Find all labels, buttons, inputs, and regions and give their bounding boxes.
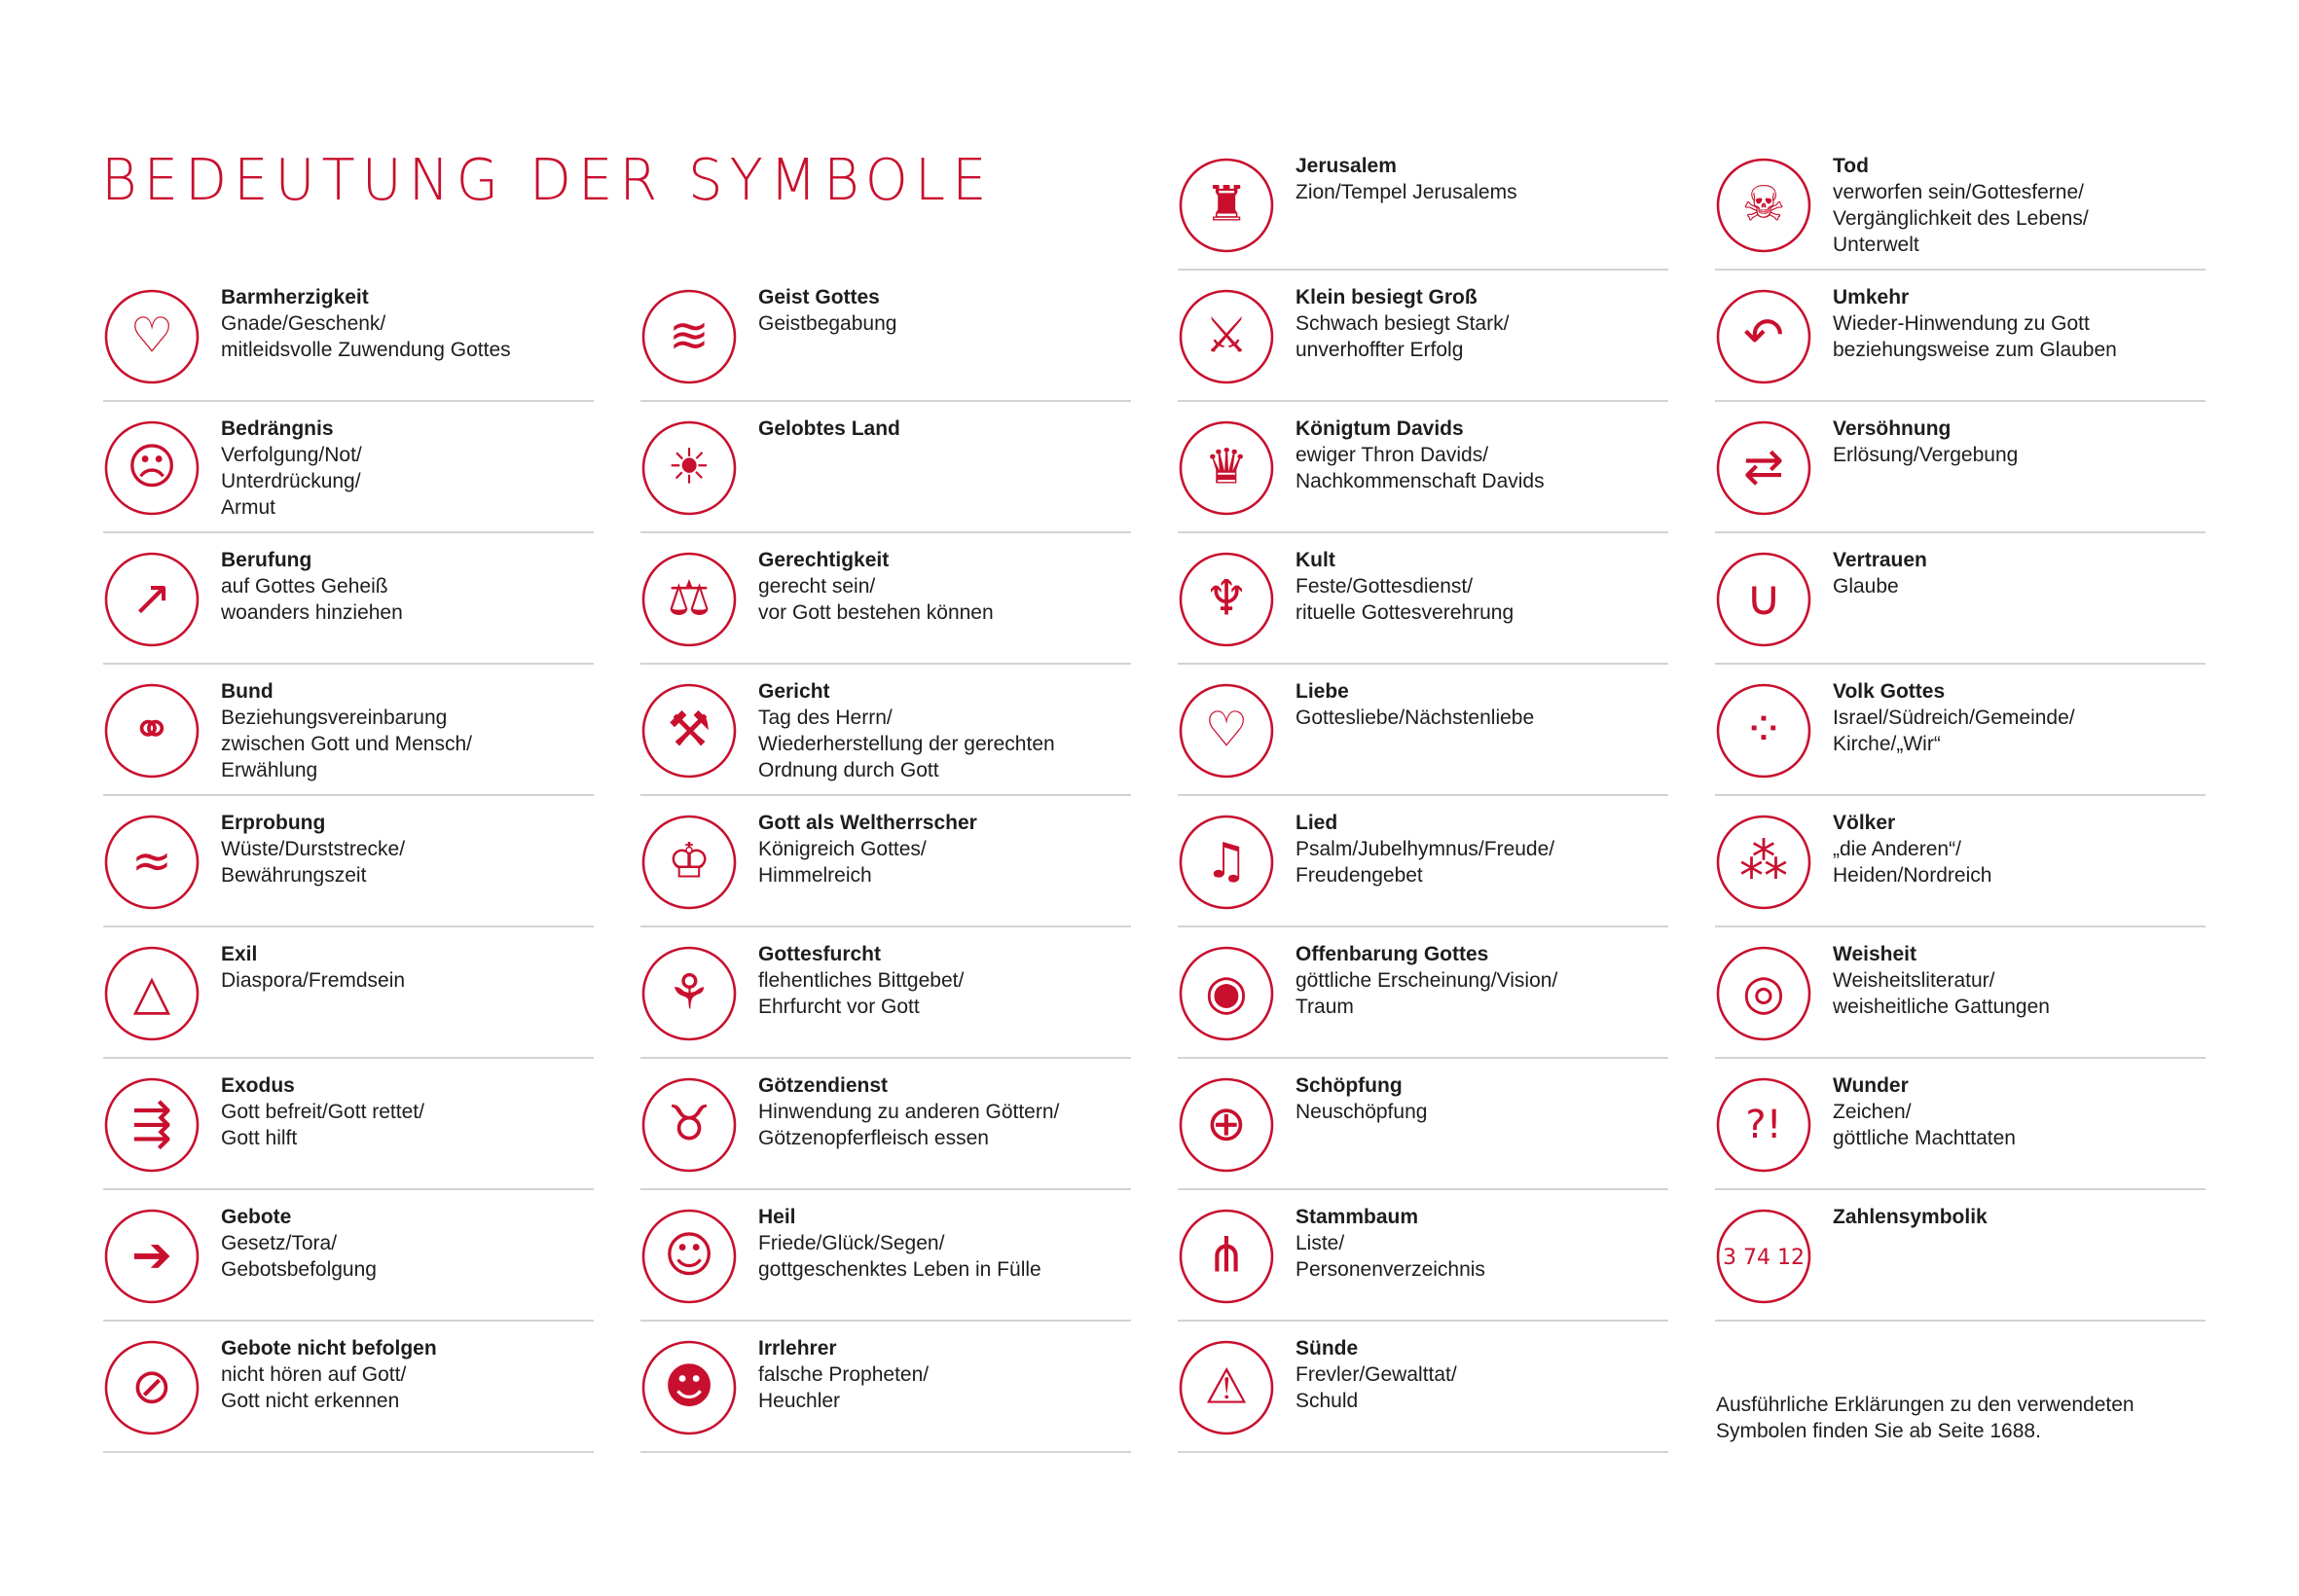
symbol-meaning: weisheitliche Gattungen xyxy=(1833,996,2050,1018)
symbol-entry xyxy=(103,796,594,927)
blessed-person-icon xyxy=(640,1208,738,1305)
symbol-entry xyxy=(1178,271,1668,402)
gavel-icon xyxy=(640,682,738,780)
svg-text:?!: ?! xyxy=(1745,1103,1782,1147)
symbol-meaning: Erwählung xyxy=(221,759,318,781)
open-hands-icon xyxy=(1715,551,1812,648)
svg-text:◉: ◉ xyxy=(1205,963,1248,1021)
hand-globe-icon xyxy=(1178,1076,1275,1174)
symbol-meaning: Wiederherstellung der gerechten xyxy=(758,733,1055,755)
symbol-meaning: göttliche Erscheinung/Vision/ xyxy=(1295,969,1558,992)
crying-face-icon xyxy=(103,419,201,517)
symbol-meaning: gerecht sein/ xyxy=(758,575,876,598)
symbol-entry xyxy=(1178,796,1668,927)
symbol-name: Geist Gottes xyxy=(758,286,880,308)
svg-text:☹: ☹ xyxy=(126,438,178,495)
symbol-entry xyxy=(1178,1190,1668,1322)
symbol-entry xyxy=(640,1190,1131,1322)
symbol-entry xyxy=(103,1190,594,1322)
slingshot-icon xyxy=(1178,288,1275,385)
symbol-entry xyxy=(103,1322,594,1453)
svg-text:⚖: ⚖ xyxy=(667,569,712,627)
broken-chains-icon xyxy=(103,1076,201,1174)
svg-text:∪: ∪ xyxy=(1745,569,1782,627)
handshake-heart-icon xyxy=(103,682,201,780)
symbol-name: Gebote nicht befolgen xyxy=(221,1337,437,1360)
svg-text:≋: ≋ xyxy=(669,307,710,364)
symbol-meaning: „die Anderen“/ xyxy=(1833,838,1961,860)
symbol-name: Stammbaum xyxy=(1295,1206,1419,1228)
symbol-name: Bund xyxy=(221,680,274,703)
walking-person-icon xyxy=(103,551,201,648)
symbol-meaning: Königreich Gottes/ xyxy=(758,838,927,860)
symbol-meaning: flehentliches Bittgebet/ xyxy=(758,969,965,992)
symbol-meaning: Gesetz/Tora/ xyxy=(221,1232,338,1254)
camel-desert-icon xyxy=(103,814,201,911)
symbol-meaning: vor Gott bestehen können xyxy=(758,601,994,624)
symbol-meaning: Ehrfurcht vor Gott xyxy=(758,996,920,1018)
symbol-name: Völker xyxy=(1833,812,1896,834)
svg-text:⚠: ⚠ xyxy=(1204,1358,1249,1415)
symbol-meaning: Himmelreich xyxy=(758,864,872,887)
symbol-meaning: Vergänglichkeit des Lebens/ xyxy=(1833,207,2089,230)
symbol-name: Tod xyxy=(1833,155,1869,177)
symbol-entry xyxy=(640,1059,1131,1190)
symbol-entry xyxy=(1178,1322,1668,1453)
people-groups-icon xyxy=(1715,814,1812,911)
svg-text:➔: ➔ xyxy=(131,1226,172,1284)
u-turn-arrow-icon xyxy=(1715,288,1812,385)
symbol-meaning: Neuschöpfung xyxy=(1295,1101,1428,1123)
symbol-name: Wunder xyxy=(1833,1074,1909,1097)
bull-head-icon xyxy=(640,1076,738,1174)
symbol-name: Exil xyxy=(221,943,258,965)
signpost-icon xyxy=(103,1208,201,1305)
symbol-meaning: Feste/Gottesdienst/ xyxy=(1295,575,1474,598)
svg-text:♜: ♜ xyxy=(1204,175,1249,233)
symbol-meaning: Psalm/Jubelhymnus/Freude/ xyxy=(1295,838,1555,860)
symbol-meaning: Gnade/Geschenk/ xyxy=(221,312,386,335)
symbol-meaning: Verfolgung/Not/ xyxy=(221,444,362,466)
symbol-name: Gelobtes Land xyxy=(758,417,900,440)
symbol-name: Sünde xyxy=(1295,1337,1359,1360)
svg-text:♡: ♡ xyxy=(129,307,174,364)
svg-text:☺: ☺ xyxy=(663,1226,715,1284)
symbol-meaning: Geistbegabung xyxy=(758,312,897,335)
crown-throne-icon xyxy=(1178,419,1275,517)
symbol-meaning: woanders hinziehen xyxy=(221,601,403,624)
symbol-name: Klein besiegt Groß xyxy=(1295,286,1478,308)
symbol-column xyxy=(103,271,594,1453)
symbol-meaning: Glaube xyxy=(1833,575,1899,598)
symbol-entry xyxy=(1715,402,2206,533)
symbol-meaning: Gebotsbefolgung xyxy=(221,1258,377,1281)
symbol-name: Zahlensymbolik xyxy=(1833,1206,1988,1228)
symbol-meaning: Unterdrückung/ xyxy=(221,470,361,492)
symbol-entry xyxy=(640,402,1131,533)
skull-icon xyxy=(1715,157,1812,254)
svg-text:≈: ≈ xyxy=(131,832,172,889)
music-note-icon xyxy=(1178,814,1275,911)
page-title: BEDEUTUNG DER SYMBOLE xyxy=(101,147,994,214)
symbol-name: Heil xyxy=(758,1206,796,1228)
symbol-name: Königtum Davids xyxy=(1295,417,1464,440)
svg-text:♆: ♆ xyxy=(1204,569,1249,627)
symbol-name: Götzendienst xyxy=(758,1074,889,1097)
symbol-entry xyxy=(640,665,1131,796)
symbol-column xyxy=(1178,139,1668,1453)
symbol-entry xyxy=(103,533,594,665)
symbol-name: Offenbarung Gottes xyxy=(1295,943,1489,965)
symbol-meaning: Traum xyxy=(1295,996,1354,1018)
svg-text:☻: ☻ xyxy=(663,1358,715,1415)
family-tree-icon xyxy=(1178,1208,1275,1305)
owl-icon xyxy=(1715,945,1812,1042)
symbol-meaning: Frevler/Gewalttat/ xyxy=(1295,1363,1457,1386)
symbol-entry xyxy=(1178,533,1668,665)
temple-icon xyxy=(1178,157,1275,254)
symbol-entry xyxy=(1715,533,2206,665)
svg-text:♔: ♔ xyxy=(667,832,712,889)
symbol-meaning: Freudengebet xyxy=(1295,864,1423,887)
svg-text:♉: ♉ xyxy=(667,1095,712,1152)
svg-text:♡: ♡ xyxy=(1204,701,1249,758)
symbol-entry xyxy=(103,402,594,533)
symbol-meaning: beziehungsweise zum Glauben xyxy=(1833,339,2117,361)
symbol-meaning: zwischen Gott und Mensch/ xyxy=(221,733,472,755)
symbol-meaning: Schuld xyxy=(1295,1390,1359,1412)
symbol-name: Irrlehrer xyxy=(758,1337,837,1360)
symbol-name: Lied xyxy=(1295,812,1338,834)
symbol-entry xyxy=(1715,271,2206,402)
symbol-name: Gerechtigkeit xyxy=(758,549,890,571)
symbol-meaning: rituelle Gottesverehrung xyxy=(1295,601,1514,624)
symbol-meaning: Israel/Südreich/Gemeinde/ xyxy=(1833,707,2075,729)
kneeling-person-icon xyxy=(640,945,738,1042)
symbol-entry xyxy=(103,665,594,796)
symbol-entry xyxy=(1178,927,1668,1059)
symbol-entry xyxy=(1715,927,2206,1059)
symbol-meaning: göttliche Machttaten xyxy=(1833,1127,2016,1149)
svg-text:⊘: ⊘ xyxy=(131,1358,172,1415)
person-tent-icon xyxy=(103,945,201,1042)
symbol-column xyxy=(1715,139,2206,1322)
symbol-meaning: verworfen sein/Gottesferne/ xyxy=(1833,181,2084,203)
symbol-name: Berufung xyxy=(221,549,312,571)
symbol-entry xyxy=(103,1059,594,1190)
symbol-entry xyxy=(1715,665,2206,796)
circle-of-people-icon xyxy=(1715,682,1812,780)
symbol-meaning: Zion/Tempel Jerusalems xyxy=(1295,181,1517,203)
heart-icon xyxy=(1178,682,1275,780)
hands-heart-icon xyxy=(103,288,201,385)
svg-text:↶: ↶ xyxy=(1743,307,1784,364)
symbol-name: Jerusalem xyxy=(1295,155,1397,177)
symbol-name: Gottesfurcht xyxy=(758,943,881,965)
svg-text:⁂: ⁂ xyxy=(1739,832,1788,889)
question-exclamation-icon xyxy=(1715,1076,1812,1174)
symbol-meaning: Wieder-Hinwendung zu Gott xyxy=(1833,312,2090,335)
fleeing-person-icon xyxy=(1178,1339,1275,1436)
symbol-name: Gericht xyxy=(758,680,830,703)
symbol-name: Volk Gottes xyxy=(1833,680,1946,703)
symbol-meaning: Tag des Herrn/ xyxy=(758,707,893,729)
svg-text:⁘: ⁘ xyxy=(1743,701,1784,758)
symbol-meaning: Heuchler xyxy=(758,1390,841,1412)
svg-text:⚒: ⚒ xyxy=(667,701,712,758)
symbol-entry xyxy=(640,533,1131,665)
symbol-name: Bedrängnis xyxy=(221,417,334,440)
svg-text:↗: ↗ xyxy=(131,569,172,627)
svg-text:⇄: ⇄ xyxy=(1743,438,1784,495)
footnote-line: Ausführliche Erklärungen zu den verwendeten xyxy=(1716,1394,2135,1416)
wind-spirit-icon xyxy=(640,288,738,385)
crossed-ear-icon xyxy=(103,1339,201,1436)
symbol-entry xyxy=(1178,402,1668,533)
svg-text:☀: ☀ xyxy=(667,438,712,495)
symbol-name: Umkehr xyxy=(1833,286,1910,308)
tree-sun-landscape-icon xyxy=(640,419,738,517)
symbol-entry xyxy=(1715,796,2206,927)
symbol-name: Weisheit xyxy=(1833,943,1916,965)
symbol-name: Erprobung xyxy=(221,812,326,834)
symbol-entry xyxy=(1178,1059,1668,1190)
symbol-meaning: Beziehungsvereinbarung xyxy=(221,707,448,729)
symbol-entry xyxy=(640,1322,1131,1453)
symbol-name: Vertrauen xyxy=(1833,549,1927,571)
symbol-entry xyxy=(1715,1059,2206,1190)
footnote-line: Symbolen finden Sie ab Seite 1688. xyxy=(1716,1420,2041,1442)
svg-text:⚔: ⚔ xyxy=(1204,307,1249,364)
symbol-meaning: nicht hören auf Gott/ xyxy=(221,1363,407,1386)
symbol-meaning: Gott befreit/Gott rettet/ xyxy=(221,1101,424,1123)
symbol-meaning: Heiden/Nordreich xyxy=(1833,864,1992,887)
symbol-meaning: Personenverzeichnis xyxy=(1295,1258,1485,1281)
symbol-meaning: Gottesliebe/Nächstenliebe xyxy=(1295,707,1535,729)
eye-icon xyxy=(1178,945,1275,1042)
symbol-name: Versöhnung xyxy=(1833,417,1952,440)
symbol-meaning: Kirche/„Wir“ xyxy=(1833,733,1941,755)
symbol-meaning: ewiger Thron Davids/ xyxy=(1295,444,1489,466)
symbol-meaning: Unterwelt xyxy=(1833,234,1919,256)
symbol-meaning: Götzenopferfleisch essen xyxy=(758,1127,989,1149)
symbol-meaning: Gott nicht erkennen xyxy=(221,1390,400,1412)
symbol-meaning: Diaspora/Fremdsein xyxy=(221,969,406,992)
symbol-name: Exodus xyxy=(221,1074,295,1097)
footnote xyxy=(1716,1392,2135,1444)
svg-text:♫: ♫ xyxy=(1204,832,1249,889)
symbol-entry xyxy=(1178,139,1668,271)
svg-text:⚘: ⚘ xyxy=(667,963,712,1021)
symbol-name: Schöpfung xyxy=(1295,1074,1403,1097)
symbol-entry xyxy=(1715,1190,2206,1322)
symbol-entry xyxy=(103,927,594,1059)
symbol-meaning: Nachkommenschaft Davids xyxy=(1295,470,1545,492)
symbol-meaning: Erlösung/Vergebung xyxy=(1833,444,2019,466)
symbol-entry xyxy=(1715,139,2206,271)
theater-masks-icon xyxy=(640,1339,738,1436)
svg-text:☠: ☠ xyxy=(1741,175,1786,233)
symbol-meaning: Gott hilft xyxy=(221,1127,298,1149)
symbol-name: Gott als Weltherrscher xyxy=(758,812,977,834)
svg-text:3 74 12: 3 74 12 xyxy=(1723,1246,1805,1270)
symbol-meaning: Friede/Glück/Segen/ xyxy=(758,1232,945,1254)
symbol-meaning: Armut xyxy=(221,496,276,519)
numbers-icon xyxy=(1715,1208,1812,1305)
symbol-entry xyxy=(640,927,1131,1059)
symbol-meaning: mitleidsvolle Zuwendung Gottes xyxy=(221,339,511,361)
symbol-meaning: auf Gottes Geheiß xyxy=(221,575,388,598)
symbol-entry xyxy=(103,271,594,402)
symbol-meaning: falsche Propheten/ xyxy=(758,1363,930,1386)
symbol-name: Kult xyxy=(1295,549,1335,571)
symbol-name: Gebote xyxy=(221,1206,292,1228)
scales-icon xyxy=(640,551,738,648)
symbol-entry xyxy=(640,271,1131,402)
svg-text:◎: ◎ xyxy=(1742,963,1785,1021)
symbol-meaning: Bewährungszeit xyxy=(221,864,367,887)
reconciling-hands-icon xyxy=(1715,419,1812,517)
symbol-meaning: gottgeschenktes Leben in Fülle xyxy=(758,1258,1041,1281)
symbol-entry xyxy=(1178,665,1668,796)
symbol-entry xyxy=(640,796,1131,927)
crowned-globe-icon xyxy=(640,814,738,911)
svg-text:♛: ♛ xyxy=(1204,438,1249,495)
symbol-column xyxy=(640,271,1131,1453)
symbol-meaning: Zeichen/ xyxy=(1833,1101,1912,1123)
svg-text:△: △ xyxy=(132,963,171,1021)
symbol-meaning: Schwach besiegt Stark/ xyxy=(1295,312,1510,335)
symbol-meaning: Wüste/Durststrecke/ xyxy=(221,838,406,860)
symbol-name: Barmherzigkeit xyxy=(221,286,369,308)
candelabrum-icon xyxy=(1178,551,1275,648)
symbol-meaning: unverhoffter Erfolg xyxy=(1295,339,1464,361)
svg-text:⊕: ⊕ xyxy=(1206,1095,1247,1152)
symbol-meaning: Weisheitsliteratur/ xyxy=(1833,969,1995,992)
symbol-meaning: Hinwendung zu anderen Göttern/ xyxy=(758,1101,1060,1123)
svg-text:⇶: ⇶ xyxy=(131,1095,172,1152)
svg-text:⋔: ⋔ xyxy=(1206,1226,1247,1284)
symbol-meaning: Liste/ xyxy=(1295,1232,1345,1254)
symbol-meaning: Ordnung durch Gott xyxy=(758,759,939,781)
svg-text:⚭: ⚭ xyxy=(131,701,172,758)
symbol-name: Liebe xyxy=(1295,680,1349,703)
